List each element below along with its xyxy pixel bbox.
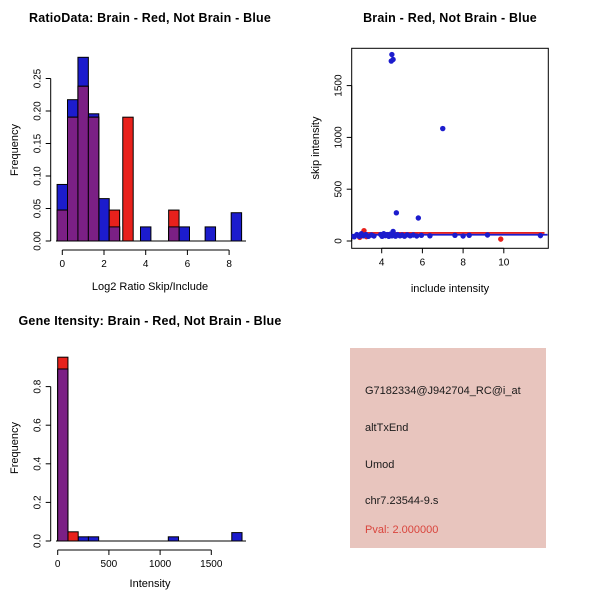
y-tick-label: 1000 — [333, 126, 345, 149]
gene-hist-title: Gene Itensity: Brain - Red, Not Brain - Blue — [18, 314, 282, 328]
hist-bar-overlap — [57, 210, 67, 241]
y-tick-label: 0.2 — [32, 495, 44, 510]
gene-intensity-histogram-plot — [0, 300, 300, 600]
y-tick-label: 0.20 — [32, 101, 44, 121]
chromosome-location-text: chr7.23544-9.s — [365, 495, 439, 507]
y-tick-label: 0 — [333, 238, 345, 244]
y-tick-label: 0.10 — [32, 166, 44, 186]
hist-bar-overlap — [68, 117, 78, 241]
hist-bar-overlap — [88, 117, 98, 241]
scatter-point-blue — [452, 233, 457, 238]
skip-include-scatter-plot — [300, 0, 600, 300]
x-tick-label: 2 — [101, 259, 107, 270]
y-tick-label: 0.0 — [32, 534, 44, 548]
y-tick-label: 0.4 — [32, 456, 44, 471]
hist-bar-blue — [179, 227, 189, 241]
y-tick-label: 0.6 — [32, 418, 44, 433]
y-tick-label: 0.00 — [32, 231, 44, 251]
probe-id-text: G7182334@J942704_RC@i_at — [365, 385, 521, 397]
gene-hist-ylabel: Frequency — [9, 422, 21, 474]
x-tick-label: 10 — [498, 257, 510, 269]
hist-bar-blue — [99, 199, 109, 241]
scatter-point-blue — [538, 233, 543, 238]
hist-bar-red — [68, 532, 78, 541]
y-tick-label: 0.25 — [32, 68, 44, 89]
ratio-hist-xlabel: Log2 Ratio Skip/Include — [91, 281, 209, 293]
event-type-text: altTxEnd — [365, 422, 409, 434]
hist-bar-blue — [140, 227, 150, 241]
x-tick-label: 8 — [460, 257, 466, 269]
scatter-point-blue — [371, 233, 376, 238]
scatter-point-blue — [440, 126, 445, 131]
scatter-point-blue — [460, 233, 465, 238]
gene-hist-xlabel: Intensity — [129, 578, 171, 590]
x-tick-label: 0 — [54, 559, 61, 570]
scatter-point-blue — [416, 215, 421, 220]
y-tick-label: 500 — [333, 180, 345, 198]
x-tick-label: 500 — [100, 559, 118, 570]
ratio-hist-title: RatioData: Brain - Red, Not Brain - Blue — [28, 11, 272, 25]
x-tick-label: 6 — [184, 259, 191, 270]
hist-bar-blue — [88, 537, 98, 541]
x-tick-label: 4 — [378, 257, 385, 269]
x-tick-label: 4 — [142, 259, 149, 270]
x-tick-label: 0 — [59, 259, 66, 270]
scatter-point-red — [498, 236, 503, 241]
gene-name-text: Umod — [365, 459, 395, 471]
scatter-ylabel: skip intensity — [310, 116, 322, 180]
hist-bar-overlap — [169, 227, 179, 241]
x-tick-label: 1500 — [200, 559, 223, 570]
scatter-title: Brain - Red, Not Brain - Blue — [363, 11, 537, 25]
scatter-point-blue — [390, 229, 395, 234]
hist-bar-red — [123, 117, 133, 241]
ratio-histogram-plot — [0, 0, 300, 300]
hist-bar-blue — [168, 537, 178, 541]
hist-bar-blue — [78, 537, 88, 541]
plot-box — [352, 48, 549, 248]
hist-bar-overlap — [78, 86, 88, 241]
gene-info-box — [350, 348, 546, 548]
ratio-hist-ylabel: Frequency — [9, 124, 21, 176]
scatter-point-blue — [394, 210, 399, 215]
scatter-point-blue — [389, 52, 394, 57]
hist-bar-blue — [231, 213, 241, 241]
x-tick-label: 8 — [226, 259, 232, 270]
scatter-point-blue — [427, 233, 432, 238]
hist-bar-overlap — [58, 369, 68, 541]
scatter-xlabel: include intensity — [410, 283, 490, 295]
scatter-point-blue — [389, 58, 394, 63]
y-tick-label: 0.05 — [32, 198, 44, 219]
hist-bar-blue — [205, 227, 215, 241]
hist-bar-overlap — [109, 227, 119, 241]
y-tick-label: 0.15 — [32, 133, 44, 154]
x-tick-label: 1000 — [148, 559, 172, 570]
scatter-point-blue — [419, 233, 424, 238]
pval-text: Pval: 2.000000 — [365, 524, 439, 536]
scatter-point-blue — [414, 233, 419, 238]
scatter-point-blue — [485, 232, 490, 237]
y-tick-label: 0.8 — [32, 379, 44, 394]
scatter-point-blue — [467, 233, 472, 238]
x-tick-label: 6 — [419, 257, 426, 269]
y-tick-label: 1500 — [333, 74, 345, 97]
hist-bar-blue — [232, 533, 242, 541]
